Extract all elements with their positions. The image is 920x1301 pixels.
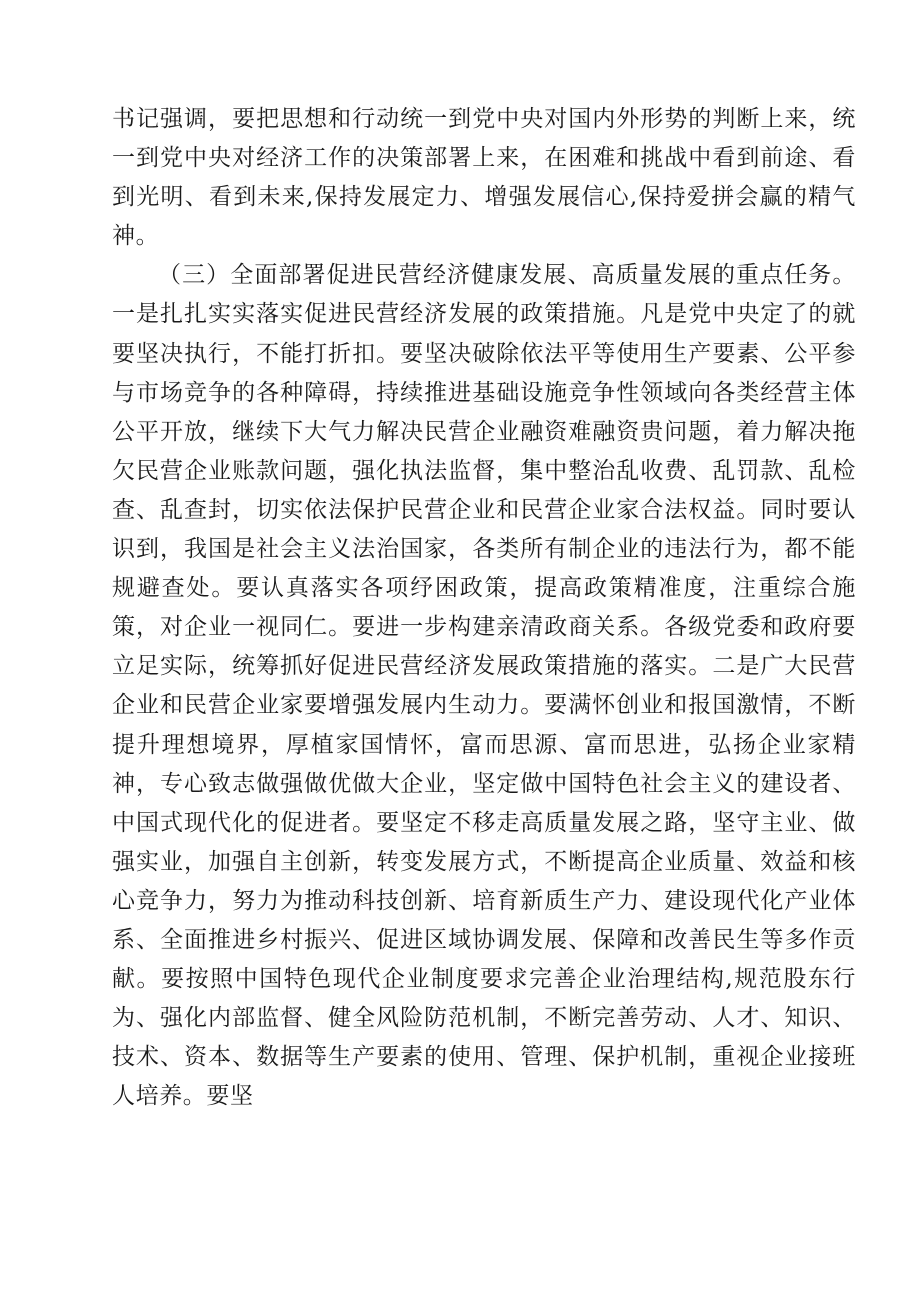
document-body <box>112 100 856 1116</box>
paragraph-section-three: （三）全面部署促进民营经济健康发展、高质量发展的重点任务。一是扎扎实实落实促进民营经济发展的政策措施。凡是党中央定了的就要坚决执行，不能打折扣。要坚决破除依法平等使用生产要素、公平参与市场竞争的各种障碍，持续推进基础设施竞争性领域向各类经营主体公平开放，继续下大气力解决民营企业融资难融资贵问题，着力解决拖欠民营企业账款问题，强化执法监督，集中整治乱收费、乱罚款、乱检查、乱查封，切实依法保护民营企业和民营企业家合法权益。同时要认识到，我国是社会主义法治国家，各类所有制企业的违法行为，都不能规避查处。要认真落实各项纾困政策，提高政策精准度，注重综合施策，对企业一视同仁。要进一步构建亲清政商关系。各级党委和政府要立足实际，统筹抓好促进民营经济发展政策措施的落实。二是广大民营企业和民营企业家要增强发展内生动力。要满怀创业和报国激情，不断提升理想境界，厚植家国情怀，富而思源、富而思进，弘扬企业家精神，专心致志做强做优做大企业，坚定做中国特色社会主义的建设者、中国式现代化的促进者。要坚定不移走高质量发展之路，坚守主业、做强实业，加强自主创新，转变发展方式，不断提高企业质量、效益和核心竞争力，努力为推动科技创新、培育新质生产力、建设现代化产业体系、全面推进乡村振兴、促进区域协调发展、保障和改善民生等多作贡献。要按照中国特色现代企业制度要求完善企业治理结构,规范股东行为、强化内部监督、健全风险防范机制，不断完善劳动、人才、知识、技术、资本、数据等生产要素的使用、管理、保护机制，重视企业接班人培养。要坚 <box>112 262 856 1110</box>
paragraph-continuation: 书记强调，要把思想和行动统一到党中央对国内外形势的判断上来，统一到党中央对经济工作的决策部署上来，在困难和挑战中看到前途、看到光明、看到未来,保持发展定力、增强发展信心,保持爱拼会赢的精气神。 <box>112 106 856 250</box>
